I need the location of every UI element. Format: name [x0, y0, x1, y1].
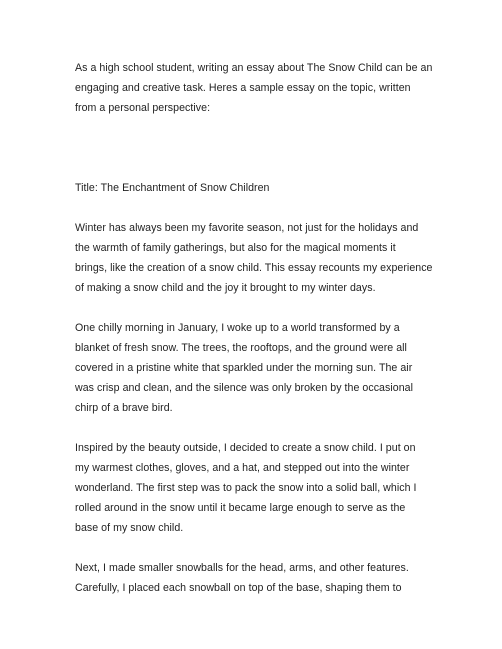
- paragraph-2: One chilly morning in January, I woke up to a world transformed by a blanket of fresh snow. The trees, the rooftops, and the ground were all covered in a pristine white that sparkled under the morning sun. The air was crisp and clean, and the silence was only broken by the occasional chirp of a brave bird.: [75, 322, 413, 414]
- intro-paragraph: As a high school student, writing an essay about The Snow Child can be an engaging and creative task. Heres a sample essay on the topic, written from a personal perspective:: [75, 62, 433, 114]
- essay-title: Title: The Enchantment of Snow Children: [75, 182, 270, 194]
- paragraph-3: Inspired by the beauty outside, I decided to create a snow child. I put on my warmest clothes, gloves, and a hat, and stepped out into the winter wonderland. The first step was to pack the snow into a solid ball, which I rolled around in the snow until it became large enough to serve as the base of my snow child.: [75, 442, 417, 534]
- paragraph-4: Next, I made smaller snowballs for the head, arms, and other features. Carefully, I placed each snowball on top of the base, shaping them to: [75, 562, 409, 594]
- paragraph-1: Winter has always been my favorite season, not just for the holidays and the warmth of family gatherings, but also for the magical moments it brings, like the creation of a snow child. This essay recounts my experience of making a snow child and the joy it brought to my winter days.: [75, 222, 433, 294]
